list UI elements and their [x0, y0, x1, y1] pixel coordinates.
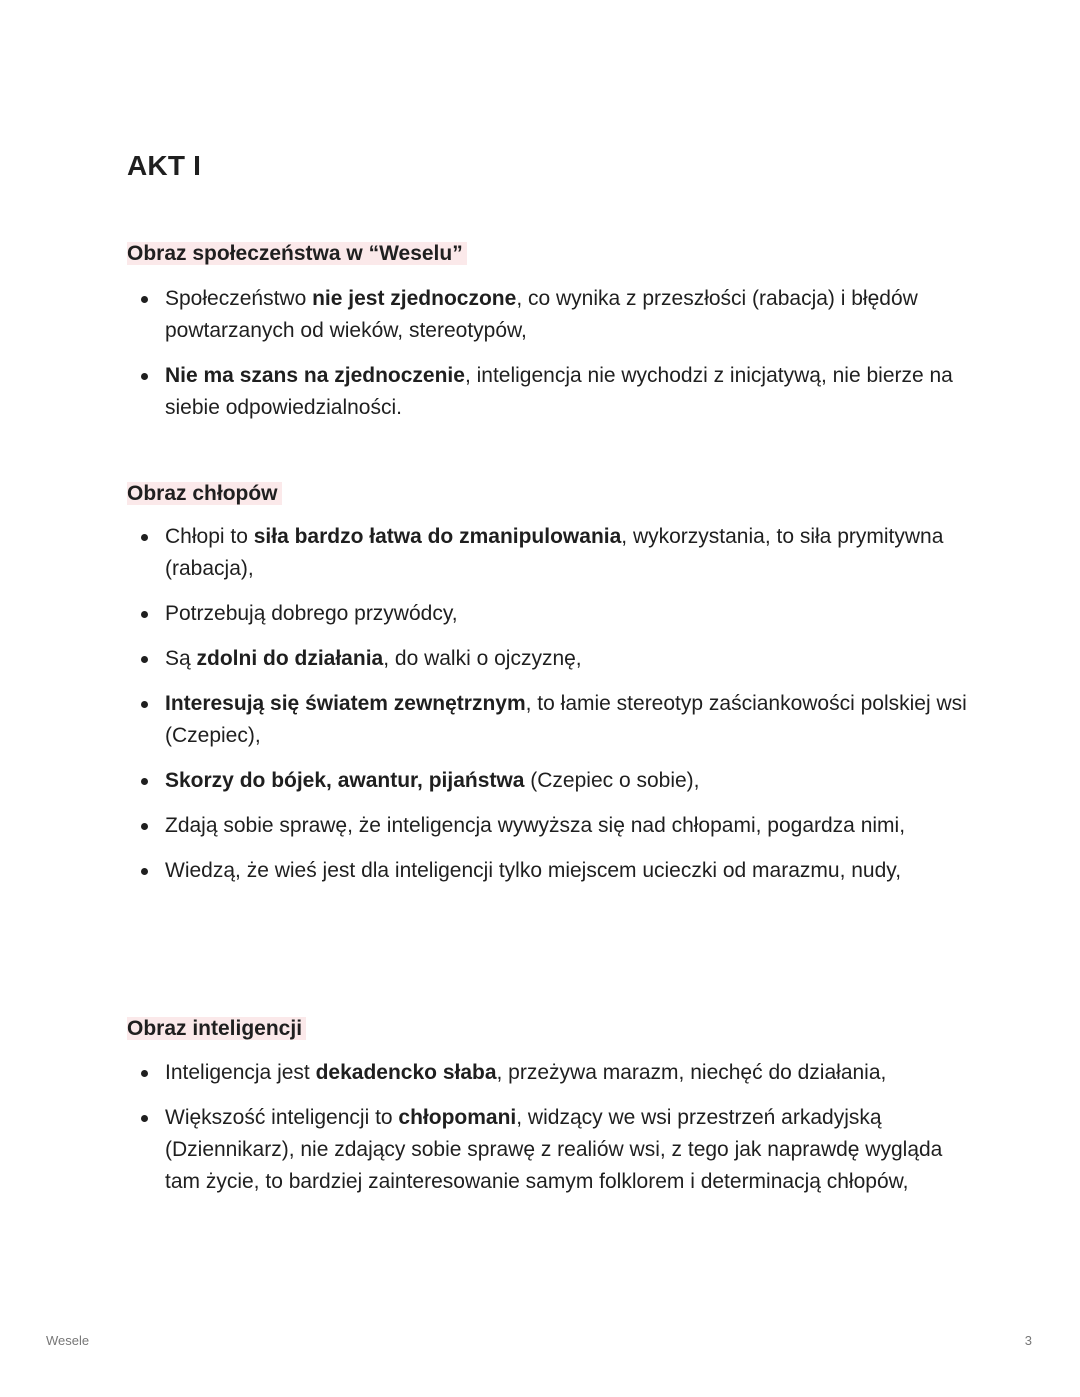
- item-text: , co wynika z przeszłości (rabacja) i błędów powtarzanych od wieków, stereotypów,: [165, 287, 918, 342]
- item-bold-text: siła bardzo łatwa do zmanipulowania: [253, 525, 622, 548]
- page-title: AKT I: [127, 150, 202, 181]
- bullet-list-spoleczenstwo: [127, 283, 967, 437]
- footer-document-name: Wesele: [46, 1333, 90, 1348]
- item-text: , przeżywa marazm, niechęć do działania,: [496, 1061, 887, 1084]
- item-text: , to łamie stereotyp zaściankowości polskiej wsi (Czepiec),: [165, 692, 967, 747]
- item-text: Chłopi to: [165, 525, 254, 548]
- item-text: , widzący we wsi przestrzeń arkadyjską (Dziennikarz), nie zdający sobie sprawę z realiów wsi, z tego jak naprawdę wygląda tam życie, to bardziej zainteresowanie samym folklorem i determinacją chłopów,: [165, 1106, 943, 1193]
- item-bold-text: Skorzy do bójek, awantur, pijaństwa: [165, 769, 525, 792]
- item-bold-text: zdolni do działania: [196, 647, 384, 670]
- list-item: [127, 360, 967, 424]
- list-item: [127, 1057, 967, 1089]
- list-item: [127, 765, 967, 797]
- item-text: Wiedzą, że wieś jest dla inteligencji tylko miejscem ucieczki od marazmu, nudy,: [165, 859, 902, 882]
- heading-text: Obraz inteligencji: [127, 1017, 306, 1040]
- bullet-list-chlopi: [127, 521, 967, 900]
- list-item: [127, 643, 967, 675]
- list-item: [127, 1102, 967, 1198]
- heading-text: Obraz społeczeństwa w “Weselu”: [127, 242, 467, 265]
- item-text: (Czepiec o sobie),: [524, 769, 700, 792]
- item-text: , inteligencja nie wychodzi z inicjatywą, nie bierze na siebie odpowiedzialności.: [165, 364, 953, 419]
- bullet-list-inteligencja: [127, 1057, 967, 1211]
- list-item: [127, 598, 967, 630]
- section-heading-chlopi: [127, 479, 282, 509]
- list-item: [127, 521, 967, 585]
- item-text: Są: [165, 647, 197, 670]
- item-text: Inteligencja jest: [165, 1061, 316, 1084]
- list-item: [127, 688, 967, 752]
- item-bold-text: Nie ma szans na zjednoczenie: [165, 364, 465, 387]
- heading-text: Obraz chłopów: [127, 482, 282, 505]
- list-item: [127, 855, 967, 887]
- item-text: , do walki o ojczyznę,: [383, 647, 582, 670]
- item-bold-text: chłopomani: [398, 1106, 517, 1129]
- item-bold-text: nie jest zjednoczone: [312, 287, 517, 310]
- item-text: Potrzebują dobrego przywódcy,: [165, 602, 458, 625]
- section-heading-inteligencja: [127, 1014, 306, 1044]
- footer-page-number: 3: [1024, 1333, 1032, 1348]
- list-item: [127, 283, 967, 347]
- item-bold-text: dekadencko słaba: [315, 1061, 497, 1084]
- item-text: , wykorzystania, to siła prymitywna (rabacja),: [165, 525, 944, 580]
- item-text: Społeczeństwo: [165, 287, 313, 310]
- section-heading-spoleczenstwo: [127, 239, 467, 269]
- list-item: [127, 810, 967, 842]
- item-text: Większość inteligencji to: [165, 1106, 399, 1129]
- item-text: Zdają sobie sprawę, że inteligencja wywyższa się nad chłopami, pogardza nimi,: [165, 814, 906, 837]
- item-bold-text: Interesują się światem zewnętrznym: [165, 692, 526, 715]
